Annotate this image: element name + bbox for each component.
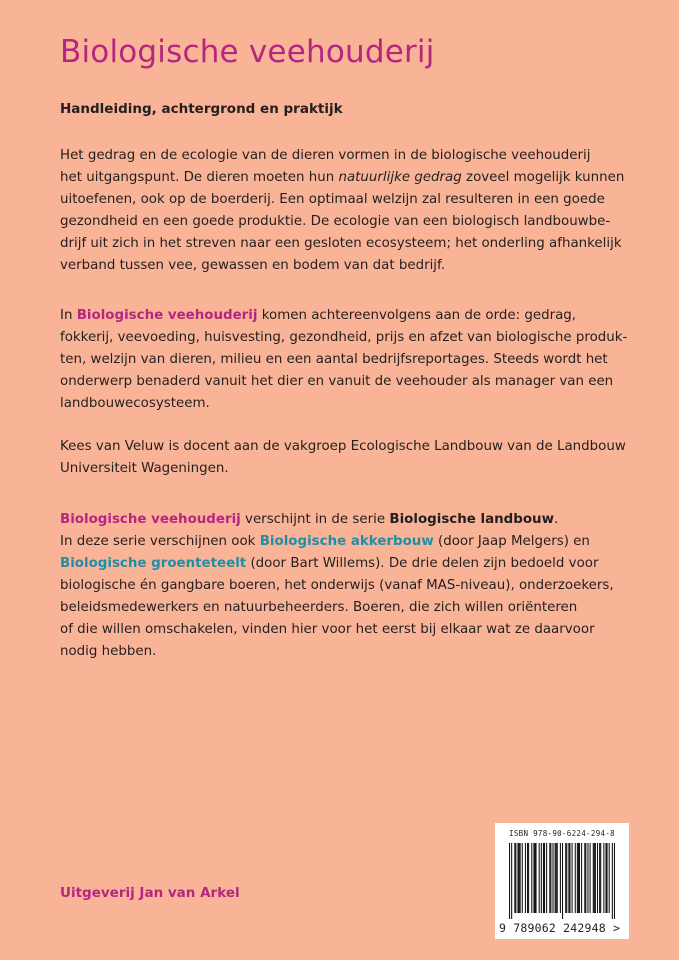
- book-name-highlight: Biologische veehouderij: [76, 308, 258, 323]
- isbn-label: ISBN 978-90-6224-294-8: [509, 829, 615, 838]
- series-name: Biologische landbouw: [389, 512, 554, 527]
- barcode-icon: [509, 843, 615, 919]
- book-subtitle: Handleiding, achtergrond en praktijk: [60, 101, 343, 117]
- paragraph-intro-part-b: zoveel mogelijk kunnen uitoefenen, ook op de boerderij. Een optimaal welzijn zal resulteren in een goede gezondheid en een goede produktie. De ecologie van een biologisch landbouwbe- drijf uit zich in het streven naar een gesloten ecosysteem; het onderling afhankelijk verband tussen vee, gewassen en bodem van dat bedrijf.: [60, 170, 625, 273]
- paragraph-contents-part-b: komen achtereenvolgens aan de orde: gedrag, fokkerij, veevoeding, huisvesting, gezondheid, prijs en afzet van biologische produk- ten, welzijn van dieren, milieu en een aantal bedrijfsreportages. Steeds wordt het onderwerp benaderd vanuit het dier en vanuit de veehouder als manager van een landbouwecosysteem.: [60, 308, 628, 411]
- paragraph-contents-part-a: In: [60, 308, 77, 323]
- emphasis-natural-behaviour: natuurlijke gedrag: [338, 170, 462, 185]
- paragraph-series-part-a: verschijnt in de serie: [240, 512, 390, 527]
- book-name-highlight-series: Biologische veehouderij: [60, 512, 241, 527]
- paragraph-intro: [60, 145, 635, 277]
- related-book-akkerbouw: Biologische akkerbouw: [259, 534, 434, 549]
- paragraph-series: [60, 509, 635, 663]
- paragraph-series-part-b: . In deze serie verschijnen ook: [60, 512, 559, 549]
- book-title: Biologische veehouderij: [60, 34, 435, 70]
- paragraph-contents: [60, 305, 635, 415]
- related-book-groenteteelt: Biologische groenteteelt: [60, 556, 247, 571]
- barcode-digits: 9 789062 242948 >: [499, 921, 621, 935]
- paragraph-author: Kees van Veluw is docent aan de vakgroep Ecologische Landbouw van de Landbouw Universiteit Wageningen.: [60, 439, 626, 476]
- publisher-name: Uitgeverij Jan van Arkel: [60, 885, 240, 901]
- barcode-panel: [495, 823, 629, 939]
- paragraph-series-part-c: (door Jaap Melgers) en: [437, 534, 590, 549]
- paragraph-series-part-d: (door Bart Willems). De drie delen zijn bedoeld voor biologische én gangbare boeren, het onderwijs (vanaf MAS-niveau), onderzoekers, beleidsmedewerkers en natuurbeheerders. Boeren, die zich willen oriënteren of die willen omschakelen, vinden hier voor het eerst bij elkaar wat ze daarvoor nodig hebben.: [60, 556, 614, 659]
- paragraph-intro-part-a: Het gedrag en de ecologie van de dieren vormen in de biologische veehouderij het uitgangspunt. De dieren moeten hun: [60, 148, 591, 185]
